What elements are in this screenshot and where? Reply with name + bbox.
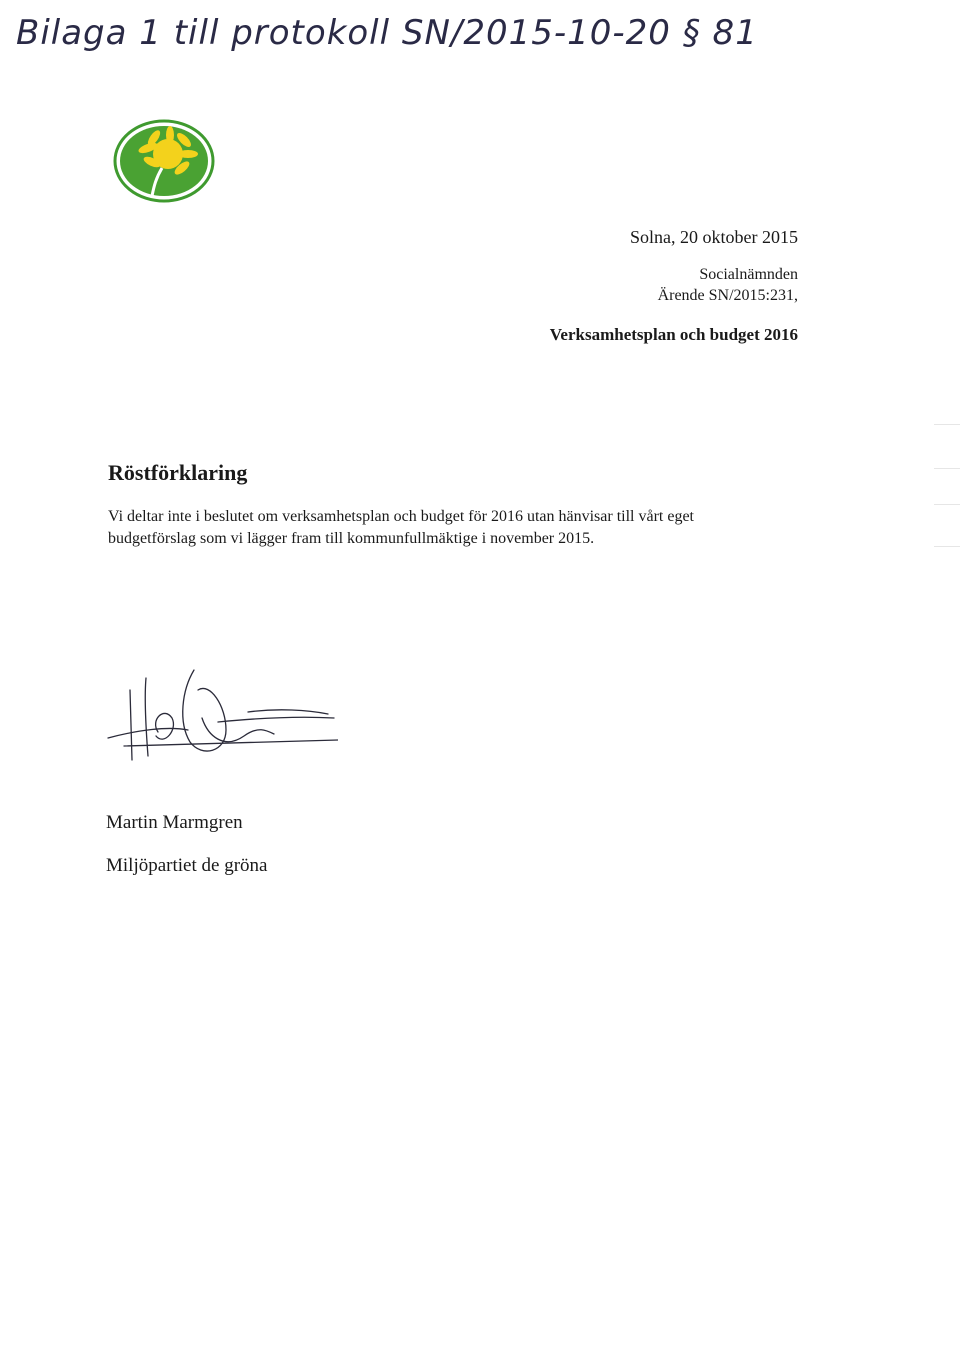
scan-edge-marks bbox=[930, 420, 960, 580]
statement-body bbox=[108, 506, 808, 550]
statement-line: budgetförslag som vi lägger fram till kommunfullmäktige i november 2015. bbox=[108, 530, 595, 547]
place-date: Solna, 20 oktober 2015 bbox=[630, 227, 798, 247]
signatory-name: Martin Marmgren bbox=[106, 812, 243, 833]
statement-heading: Röstförklaring bbox=[108, 460, 248, 485]
department: Socialnämnden bbox=[699, 266, 798, 283]
handwritten-annotation-text: Bilaga 1 till protokoll SN/2015-10-20 § 81 bbox=[16, 13, 758, 53]
signatory-party: Miljöpartiet de gröna bbox=[106, 855, 268, 876]
document-title: Verksamhetsplan och budget 2016 bbox=[549, 325, 798, 344]
handwritten-signature-icon bbox=[98, 660, 338, 770]
handwritten-annotation bbox=[10, 2, 790, 60]
case-reference: Ärende SN/2015:231, bbox=[657, 287, 798, 304]
statement-line: Vi deltar inte i beslutet om verksamhetsplan och budget för 2016 utan hänvisar till vårt eget bbox=[108, 508, 694, 525]
dandelion-logo-icon bbox=[112, 118, 216, 204]
